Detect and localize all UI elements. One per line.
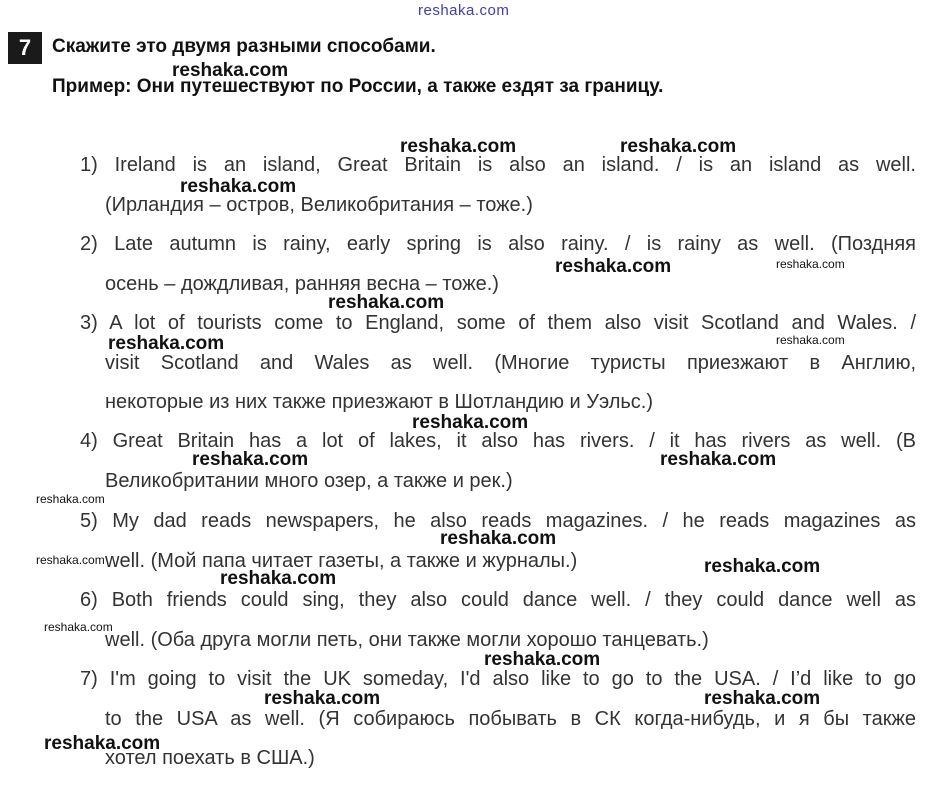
watermark: reshaka.com: [44, 733, 161, 754]
watermark: reshaka.com: [192, 449, 309, 470]
item-line: 4) Great Britain has a lot of lakes, it also has rivers. / it has rivers as well. (В: [80, 430, 916, 452]
item-line: осень – дождливая, ранняя весна – тоже.): [105, 272, 499, 295]
item-line: хотел поехать в США.): [105, 747, 315, 769]
watermark: reshaka.com: [412, 412, 529, 433]
watermark: reshaka.com: [776, 257, 845, 271]
watermark: reshaka.com: [660, 449, 777, 470]
watermark: reshaka.com: [36, 492, 105, 506]
item-line: well. (Мой папа читает газеты, а также и журналы.): [105, 549, 578, 572]
watermark: reshaka.com: [180, 176, 297, 197]
item-line: некоторые из них также приезжают в Шотландию и Уэльс.): [105, 391, 654, 413]
answer-item-7: [80, 660, 916, 779]
exercise-title: Скажите это двумя разными способами.: [52, 36, 436, 57]
watermark: reshaka.com: [172, 60, 289, 81]
item-line: Великобритании много озер, а также и рек.): [105, 469, 513, 492]
item-line: 7) I'm going to visit the UK someday, I'd also like to go to the USA. / I’d like to go: [80, 668, 916, 690]
watermark: reshaka.com: [555, 256, 672, 277]
item-line: 5) My dad reads newspapers, he also reads magazines. / he reads magazines as: [80, 510, 916, 532]
item-line: well. (Оба друга могли петь, они также могли хорошо танцевать.): [105, 628, 709, 651]
site-watermark-top: reshaka.com: [418, 2, 510, 19]
item-line: visit Scotland and Wales as well. (Многие туристы приезжают в Англию,: [105, 351, 916, 374]
exercise-number: 7: [8, 32, 42, 64]
answer-item-3: [80, 304, 916, 423]
watermark: reshaka.com: [620, 136, 737, 157]
exercise-example: Пример: Они путешествуют по России, а также ездят за границу.: [52, 76, 664, 97]
watermark: reshaka.com: [328, 292, 445, 313]
item-line: 6) Both friends could sing, they also could dance well. / they could dance well as: [80, 589, 916, 611]
watermark: reshaka.com: [108, 333, 225, 354]
watermark: reshaka.com: [264, 688, 381, 709]
watermark: reshaka.com: [776, 333, 845, 347]
watermark: reshaka.com: [44, 620, 113, 634]
watermark: reshaka.com: [36, 553, 105, 567]
item-line: to the USA as well. (Я собираюсь побывать в СК когда-нибудь, и я бы также: [105, 707, 916, 730]
watermark: reshaka.com: [440, 528, 557, 549]
item-line: (Ирландия – остров, Великобритания – тоже.): [105, 193, 533, 216]
item-line: 2) Late autumn is rainy, early spring is also rainy. / is rainy as well. (Поздняя: [80, 233, 916, 255]
watermark: reshaka.com: [704, 556, 821, 577]
watermark: reshaka.com: [704, 688, 821, 709]
watermark: reshaka.com: [400, 136, 517, 157]
item-line: 3) A lot of tourists come to England, some of them also visit Scotland and Wales. /: [80, 312, 916, 334]
watermark: reshaka.com: [220, 568, 337, 589]
item-line: 1) Ireland is an island, Great Britain is also an island. / is an island as well.: [80, 154, 916, 176]
watermark: reshaka.com: [484, 649, 601, 670]
